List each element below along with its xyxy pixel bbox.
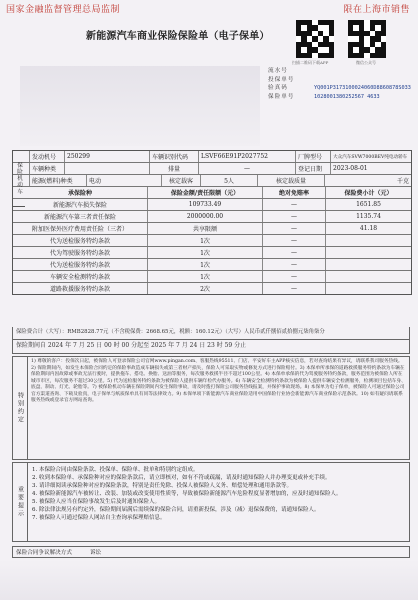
meta-row <box>268 93 411 102</box>
meta-row <box>268 76 411 85</box>
coverage-amount: 109733.49 <box>148 199 263 210</box>
region-label: 限在上海市销售 <box>343 5 410 15</box>
load-label: 核定载质量 <box>258 175 325 186</box>
meta-label: 保险单号 <box>268 93 295 100</box>
policy-meta <box>268 67 411 101</box>
coverage-name: 代为驾驶服务特约条款 <box>13 247 148 258</box>
meta-value: 1028001380252567 4633 <box>314 93 380 100</box>
coverage-name: 代为送检服务特约条款 <box>13 235 148 246</box>
coverage-row <box>13 199 411 211</box>
coverage-deductible: — <box>263 223 326 234</box>
coverage-row <box>13 271 411 283</box>
meta-row <box>268 67 411 76</box>
coverage-deductible: — <box>263 283 326 294</box>
coverage-premium <box>326 235 411 246</box>
qr-caption-app: 扫描二维码下载APP <box>292 60 329 65</box>
notice-item: 3. 请详细阅读承保险种对应的保险条款，特别是责任免除、投保人被保险人义务、赔偿处理和通用条款等。 <box>32 483 292 489</box>
supervisor-label: 国家金融监督管理总局监制 <box>6 5 121 15</box>
coverage-premium: 1135.74 <box>356 213 381 220</box>
coverage-amount: 1次 <box>148 247 263 258</box>
coverage-deductible: — <box>263 271 326 282</box>
engine-no-label: 发动机号 <box>30 151 65 162</box>
coverage-deductible: — <box>263 259 326 270</box>
col-premium: 保险费小计（元） <box>344 190 393 197</box>
seats-label: 核定载客 <box>162 175 201 186</box>
col-deductible: 绝对免赔率 <box>263 187 326 198</box>
coverage-name: 附加医保外医疗费用责任险（三者） <box>13 223 148 234</box>
qr-caption-wechat: 微信公众号 <box>356 60 376 65</box>
important-notice <box>12 462 410 542</box>
reg-date-value: 2023-08-01 <box>333 165 368 172</box>
coverage-premium <box>326 271 411 282</box>
special-terms <box>12 356 410 460</box>
notice-item: 2. 收到本保险单、承保险种对应的保险条款后，请立即核对，如有不符或疏漏，请及时通知保险人并办理变更或补充手续。 <box>32 475 331 481</box>
coverage-amount: 1次 <box>148 271 263 282</box>
meta-label: 流水号 <box>268 68 288 74</box>
coverage-name: 新能源汽车损失保险 <box>13 199 148 210</box>
vehicle-row-3 <box>13 175 411 187</box>
wechat-qr-code[interactable] <box>348 20 386 58</box>
meta-label: 投保单号 <box>268 76 295 83</box>
coverage-name: 代为送检服务特约条款 <box>13 259 148 270</box>
vehicle-row-1 <box>13 151 411 163</box>
coverage-premium <box>326 259 411 270</box>
document-title: 新能源汽车商业保险保险单（电子保单） <box>86 31 270 42</box>
coverage-row <box>13 223 411 235</box>
notice-item: 4. 被保险新能源汽车被转让、改装、加装或改变使用性质等，导致被保险新能源汽车危险程度显著增加的，应及时通知保险人。 <box>32 491 342 497</box>
seats-value: 5人 <box>201 175 258 186</box>
header-blurred-area <box>20 66 260 146</box>
coverage-premium <box>326 247 411 258</box>
maker-value: 大众汽车SVW7000BEV纯电动轿车 <box>333 154 408 160</box>
coverage-premium: 41.18 <box>359 225 378 232</box>
meta-row <box>268 84 411 93</box>
vin-value: LSVF66E91P2027752 <box>199 151 296 162</box>
coverage-premium <box>326 283 411 294</box>
important-notice-label: 重要提示 <box>13 463 28 541</box>
coverage-premium: 1651.85 <box>356 201 381 208</box>
coverage-amount: 1次 <box>148 259 263 270</box>
notice-item: 5. 被保险人应当在保险事故发生后及时通知保险人。 <box>32 499 160 505</box>
load-unit: 千克 <box>396 178 409 185</box>
notice-item: 1. 本保险合同由保险条款、投保单、保险单、批单和特别约定组成。 <box>32 467 199 473</box>
coverage-row <box>13 247 411 259</box>
special-terms-label: 特别约定 <box>13 357 28 459</box>
dispute-resolution <box>12 546 410 558</box>
meta-label: 验真码 <box>268 85 288 91</box>
coverage-amount: 共享限额 <box>148 223 263 234</box>
fuel-value: 电动 <box>87 175 162 186</box>
coverage-row <box>13 259 411 271</box>
coverage-deductible: — <box>263 235 326 246</box>
coverage-deductible: — <box>263 211 326 222</box>
displacement-value: — <box>199 163 296 174</box>
app-qr-code[interactable] <box>296 20 334 58</box>
coverage-header <box>13 187 411 199</box>
coverage-row <box>13 283 411 294</box>
notice-item: 6. 除法律法规另有约定外，保险期间届满后需续保的保险合同，请重新投保，涉及（减）退保保费的，请通知保险人。 <box>32 507 320 513</box>
special-terms-text: 1) 尊敬的客户：投保次日起，被保险人可登录保险公司官网www.pingan.com、客服热线95511、门店、平安好车主APP核实信息，若对查询结果有异议，请联系我司服务热线。2) 保险期间内，如发生本保险合同约定的保险事故造成车辆损失或第三者财产损失，保险人可采取实物或修复方式进行保险赔付。3) 本保单所承保的道路救援服务特约条款为车辆在保险期间内因故障或事故无法行驶时，提供拖车、搭电、换胎、送油等服务，每次服务救援半径不超过100公里。4) 本保单承保的代为驾驶服务特约条款，服务范围为被保险人所在城市市区，每次服务不超过30公里。5) 代为送检服务特约条款为被保险人提供车辆年检代办服务。6) 车辆安全检测特约条款为被保险人提供车辆安全检测服务，检测项目包括车身、底盘、制动、灯光、轮胎等。7) 被保险机动车辆在保险期间内发生保险事故，请及时拨打保险公司服务热线报案，并保护事故现场。8) 本保单为电子保单，被保险人可通过保险公司官方渠道查询、下载及验真，电子保单与纸质保单具有同等法律效力。9) 本保单项下新能源汽车商业保险适用中国保险行业协会新能源汽车商业保险示范条款。10) 如有疑问请联系服务热线或登录官方网站查询。 <box>31 359 406 403</box>
vehicle-type-label: 车辆种类 <box>30 163 65 174</box>
maker-label: 厂牌型号 <box>296 151 331 162</box>
meta-value: YQ001P3173100024060D8860878S033 <box>314 85 411 91</box>
coverage-amount: 1次 <box>148 235 263 246</box>
premium-total: 保险费合计（大写）：RMB2828.77元（不含税保费：2668.65元，税额：160.12元）（大写）人民币贰仟捌佰贰拾捌元柒角柒分 <box>12 327 410 340</box>
coverage-deductible: — <box>263 247 326 258</box>
vin-label: 车辆识别代码 <box>150 151 199 162</box>
page-bottom <box>0 560 418 600</box>
dispute-value: 诉讼 <box>89 550 102 556</box>
coverage-amount: 2000000.00 <box>148 211 263 222</box>
coverage-name: 车辆安全检测特约条款 <box>13 271 148 282</box>
coverage-deductible: — <box>263 199 326 210</box>
vehicle-row-2 <box>13 163 411 175</box>
coverage-row <box>13 235 411 247</box>
col-coverage: 承保险种 <box>13 187 148 198</box>
coverage-name: 道路救援服务特约条款 <box>13 283 148 294</box>
engine-no-value: 250299 <box>65 151 150 162</box>
dispute-label: 保险合同争议解决方式 <box>16 550 72 556</box>
insurance-period: 保险期间自 2024 年 7 月 25 日 00 时 00 分起至 2025 年 7 月 24 日 23 时 59 分止 <box>12 340 410 354</box>
vehicle-section-label: 保险机动车 <box>12 150 25 207</box>
displacement-label: 排量 <box>150 163 199 174</box>
coverage-amount: 2次 <box>148 283 263 294</box>
coverage-name: 新能源汽车第三者责任保险 <box>13 211 148 222</box>
col-amount: 保险金额/责任限额（元） <box>148 187 263 198</box>
important-notice-list <box>28 463 409 541</box>
policy-table <box>12 150 412 295</box>
fuel-label: 能源(燃料)种类 <box>30 175 87 186</box>
coverage-row <box>13 211 411 223</box>
notice-item: 7. 被保险人可通过保险人网站自主查询承保理赔信息。 <box>32 515 166 521</box>
reg-date-label: 登记日期 <box>296 163 331 174</box>
